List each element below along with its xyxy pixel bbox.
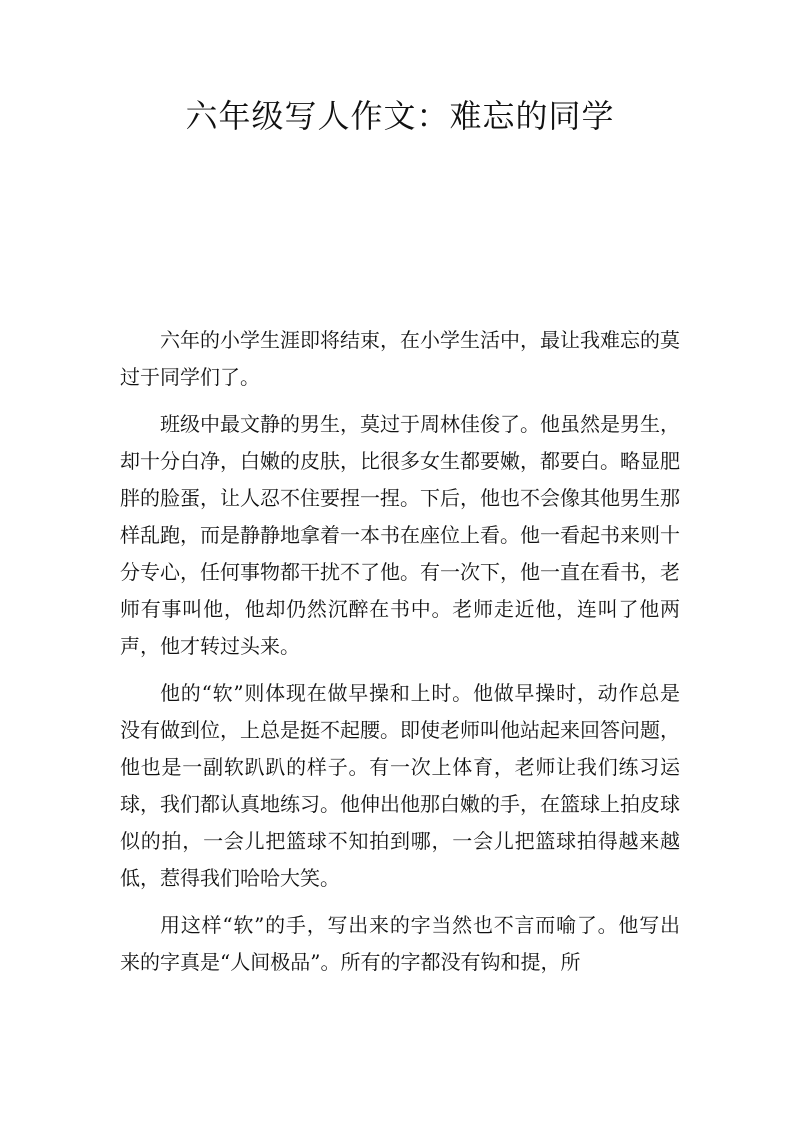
document-title: 六年级写人作文：难忘的同学 (185, 97, 615, 135)
paragraph-1: 六年的小学生涯即将结束，在小学生活中，最让我难忘的莫过于同学们了。 (120, 328, 680, 389)
paragraph-4: 用这样“软”的手，写出来的字当然也不言而喻了。他写出来的字真是“人间极品”。所有的字都没有钩和提，所 (120, 913, 680, 974)
paragraph-3: 他的“软”则体现在做早操和上时。他做早操时，动作总是没有做到位，上总是挺不起腰。即使老师叫他站起来回答问题，他也是一副软趴趴的样子。有一次上体育，老师让我们练习运球，我们都认真地练习。他伸出他那白嫩的手，在篮球上拍皮球似的拍，一会儿把篮球不知拍到哪，一会儿把篮球拍得越来越低，惹得我们哈哈大笑。 (120, 681, 680, 890)
paragraph-2: 班级中最文静的男生，莫过于周林佳俊了。他虽然是男生，却十分白净，白嫩的皮肤，比很多女生都要嫩，都要白。略显肥胖的脸蛋，让人忍不住要捏一捏。下后，他也不会像其他男生那样乱跑，而是静静地拿着一本书在座位上看。他一看起书来则十分专心，任何事物都干扰不了他。有一次下，他一直在看书，老师有事叫他，他却仍然沉醉在书中。老师走近他，连叫了他两声，他才转过头来。 (120, 412, 680, 658)
document-body (120, 322, 680, 991)
